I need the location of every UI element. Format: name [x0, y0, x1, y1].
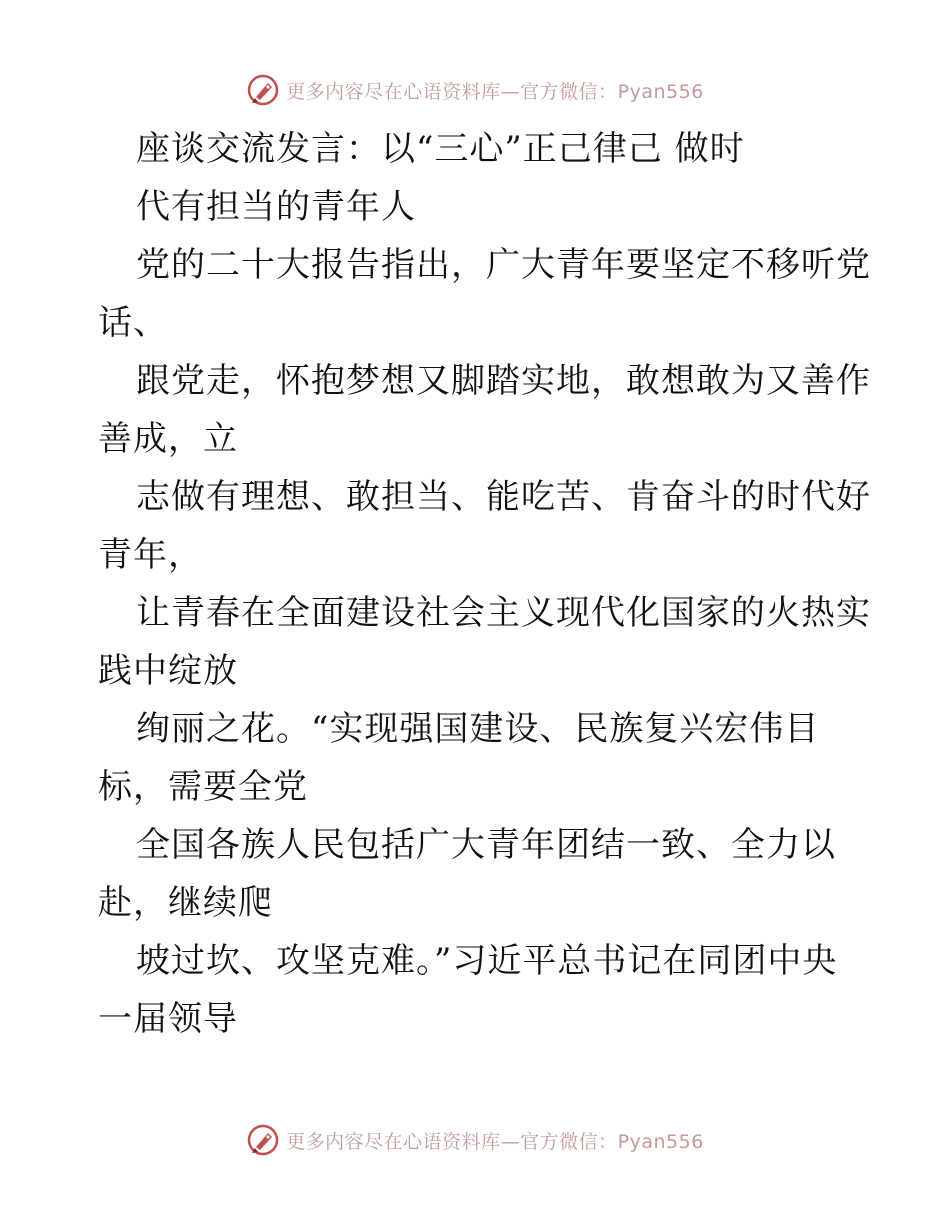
pen-nib-logo-icon	[246, 73, 280, 107]
paragraph-line: 党的二十大报告指出，广大青年要坚定不移听党	[136, 245, 871, 285]
paragraph-line: 跟党走，怀抱梦想又脚踏实地，敢想敢为又善作	[136, 361, 871, 401]
footer-banner	[0, 1120, 950, 1160]
pen-nib-logo-icon	[246, 1123, 280, 1157]
footer-banner-text: 更多内容尽在心语资料库—官方微信：Pyan556	[286, 1130, 704, 1153]
document-title-line-1: 座谈交流发言：以“三心”正己律己 做时	[136, 129, 745, 169]
header-banner-text: 更多内容尽在心语资料库—官方微信：Pyan556	[286, 80, 704, 103]
paragraph-line: 全国各族人民包括广大青年团结一致、全力以	[136, 825, 836, 865]
document-title-line-2: 代有担当的青年人	[136, 187, 416, 227]
paragraph-line: 绚丽之花。“实现强国建设、民族复兴宏伟目	[136, 709, 820, 749]
paragraph-line: 志做有理想、敢担当、能吃苦、肯奋斗的时代好	[136, 477, 871, 517]
document-body	[98, 120, 871, 1048]
header-banner	[0, 70, 950, 110]
paragraph-line: 话、	[98, 303, 168, 343]
paragraph-line: 坡过坎、攻坚克难。”习近平总书记在同团中央	[136, 941, 838, 981]
paragraph-line: 一届领导	[98, 999, 238, 1039]
paragraph-line: 赴，继续爬	[98, 883, 273, 923]
paragraph-line: 让青春在全面建设社会主义现代化国家的火热实	[136, 593, 871, 633]
paragraph-line: 践中绽放	[98, 651, 238, 691]
paragraph-line: 标，需要全党	[98, 767, 308, 807]
paragraph-line: 善成，立	[98, 419, 238, 459]
paragraph-line: 青年，	[98, 535, 203, 575]
